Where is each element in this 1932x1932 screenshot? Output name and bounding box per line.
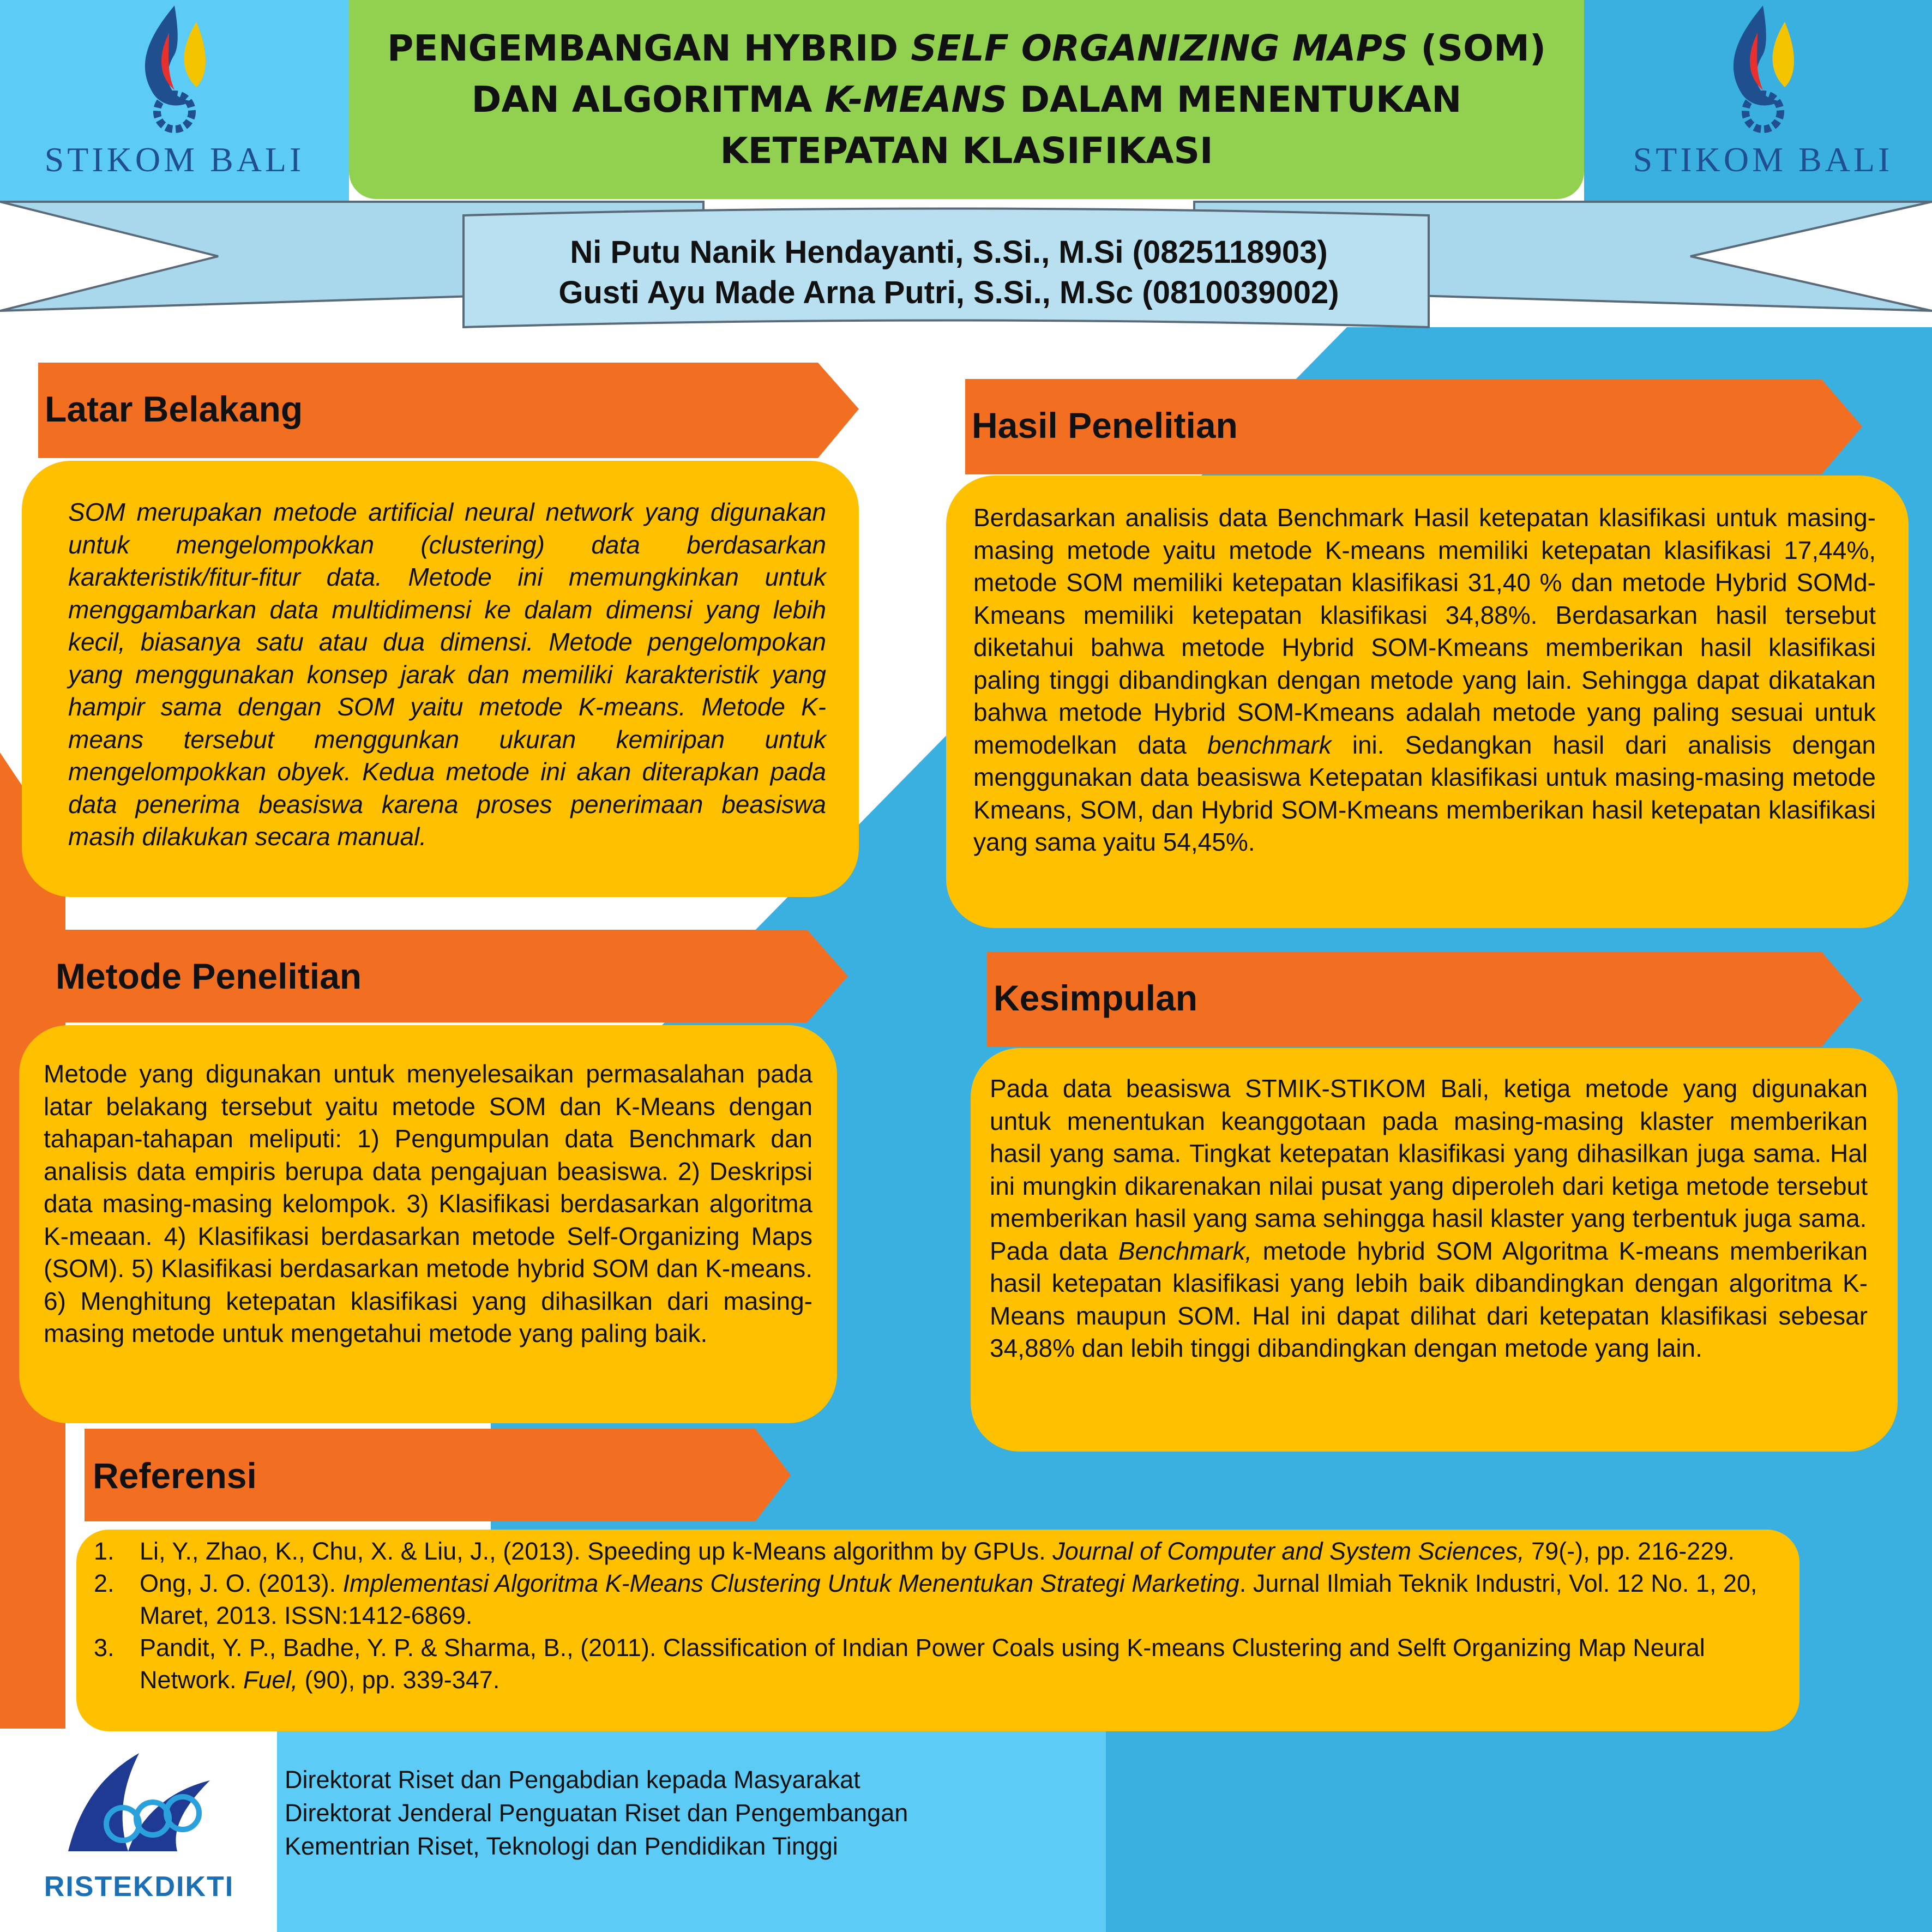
latar-text: SOM merupakan metode artificial neural network yang digunakan untuk mengelompokkan (clustering) data berdasarkan karakteristik/fitur-fitur data. Metode ini memungkinkan untuk menggambarkan data multidimensi ke dalam dimensi yang lebih kecil, biasanya satu atau dua dimensi. Metode pengelompokan yang menggunakan konsep jarak dan memiliki karakteristik yang hampir sama dengan SOM yaitu metode K-means. Metode K-means tersebut menggunkan ukuran kemiripan untuk mengelompokkan obyek. Kedua metode ini akan diterapkan pada data penerima beasiswa karena proses penerimaan beasiswa masih dilakukan secara manual. [68,498,826,851]
title-line-2: DAN ALGORITMA K-MEANS DALAM MENENTUKAN [471,78,1462,121]
title-line-1: PENGEMBANGAN HYBRID SELF ORGANIZING MAPS (SOM) [387,27,1546,69]
stikom-logo-right-text: STIKOM BALI [1633,140,1893,179]
kesimpulan-p1: Pada data beasiswa STMIK-STIKOM Bali, ketiga metode yang digunakan untuk menentukan keanggotaan pada masing-masing klaster memberikan hasil yang sama. Tingkat ketepatan klasifikasi yang dihasilkan juga sama. Hal ini mungkin dikarenakan nilai pusat yang diperoleh dari ketiga metode tersebut memberikan hasil yang sama sehingga hasil klaster yang terbentuk juga sama. [990,1074,1868,1232]
reference-item: 3. Pandit, Y. P., Badhe, Y. P. & Sharma, B., (2011). Classification of Indian Power Coals using K-means Clustering and Selft Organizing Map Neural Network. Fuel, (90), pp. 339-347. [94,1634,1705,1694]
ristekdikti-logo [33,1742,245,1922]
footer-text [285,1763,908,1863]
ristekdikti-logo-text: RISTEKDIKTI [44,1871,234,1903]
title-line-3: KETEPATAN KLASIFIKASI [720,129,1213,172]
latar-heading: Latar Belakang [45,389,303,429]
footer-right-panel [1106,1729,1932,1932]
footer-line-3: Kementrian Riset, Teknologi dan Pendidikan Tinggi [285,1832,838,1860]
stikom-logo-left [5,0,344,196]
reference-item: 1. Li, Y., Zhao, K., Chu, X. & Liu, J., (2013). Speeding up k-Means algorithm by GPUs. Journal of Computer and System Sciences, 79(-), pp. 216-229. [94,1537,1735,1565]
metode-heading: Metode Penelitian [56,956,362,996]
metode-text: Metode yang digunakan untuk menyelesaikan permasalahan pada latar belakang tersebut yaitu metode SOM dan K-Means dengan tahapan-tahapan meliputi: 1) Pengumpulan data Benchmark dan analisis data empiris berupa data pengajuan beasiswa. 2) Deskripsi data masing-masing kelompok. 3) Klasifikasi berdasarkan algoritma K-meaan. 4) Klasifikasi berdasarkan metode Self-Organizing Maps (SOM). 5) Klasifikasi berdasarkan metode hybrid SOM dan K-means. 6) Menghitung ketepatan klasifikasi yang dihasilkan dari masing-masing metode untuk mengetahui metode yang paling baik. [44,1060,812,1347]
referensi-box [76,1530,1799,1731]
footer-line-2: Direktorat Jenderal Penguatan Riset dan Pengembangan [285,1799,908,1827]
ristekdikti-emblem-icon [57,1742,221,1868]
stikom-flame-icon [115,0,234,136]
stikom-flame-icon [1703,0,1823,136]
kesimpulan-p2: Pada data Benchmark, metode hybrid SOM Algoritma K-means memberikan hasil ketepatan klasifikasi yang lebih baik dibandingkan dengan algoritma K-Means maupun SOM. Hal ini dapat dilihat dari ketepatan klasifikasi sebesar 34,88% dan lebih tinggi dibandingkan dengan metode yang lain. [990,1236,1868,1362]
reference-list [87,1535,1778,1696]
hasil-box [946,476,1909,928]
referensi-heading: Referensi [93,1455,257,1496]
hasil-text: Berdasarkan analisis data Benchmark Hasil ketepatan klasifikasi untuk masing-masing metode yaitu metode K-means memiliki ketepatan klasifikasi 17,44%, metode SOM memiliki ketepatan klasifikasi 31,40 % dan metode Hybrid SOMd-Kmeans memiliki ketepatan klasifikasi 34,88%. Berdasarkan hasil tersebut diketahui bahwa metode Hybrid SOM-Kmeans memberikan hasil klasifikasi paling tinggi dibandingkan dengan metode yang lain. Sehingga dapat dikatakan bahwa metode Hybrid SOM-Kmeans adalah metode yang paling sesuai untuk memodelkan data benchmark ini. Sedangkan hasil dari analisis dengan menggunakan data beasiswa Ketepatan klasifikasi untuk masing-masing metode Kmeans, SOM, dan Hybrid SOM-Kmeans memberikan hasil ketepatan klasifikasi yang sama yaitu 54,45%. [973,503,1876,856]
metode-box [19,1025,837,1423]
author-1: Ni Putu Nanik Hendayanti, S.Si., M.Si (0825118903) [570,234,1328,270]
authors-block [469,218,1429,327]
kesimpulan-heading: Kesimpulan [994,978,1198,1018]
footer-line-1: Direktorat Riset dan Pengabdian kepada Masyarakat [285,1766,860,1793]
reference-item: 2. Ong, J. O. (2013). Implementasi Algoritma K-Means Clustering Untuk Menentukan Strategi Marketing. Jurnal Ilmiah Teknik Industri, Vol. 12 No. 1, 20, Maret, 2013. ISSN:1412-6869. [94,1569,1758,1629]
poster-title-box [349,0,1584,199]
hasil-heading: Hasil Penelitian [972,405,1238,446]
stikom-logo-right [1594,0,1932,196]
stikom-logo-left-text: STIKOM BALI [44,140,305,179]
kesimpulan-box [971,1048,1898,1452]
latar-box [22,461,859,897]
author-2: Gusti Ayu Made Arna Putri, S.Si., M.Sc (0810039002) [558,275,1339,310]
